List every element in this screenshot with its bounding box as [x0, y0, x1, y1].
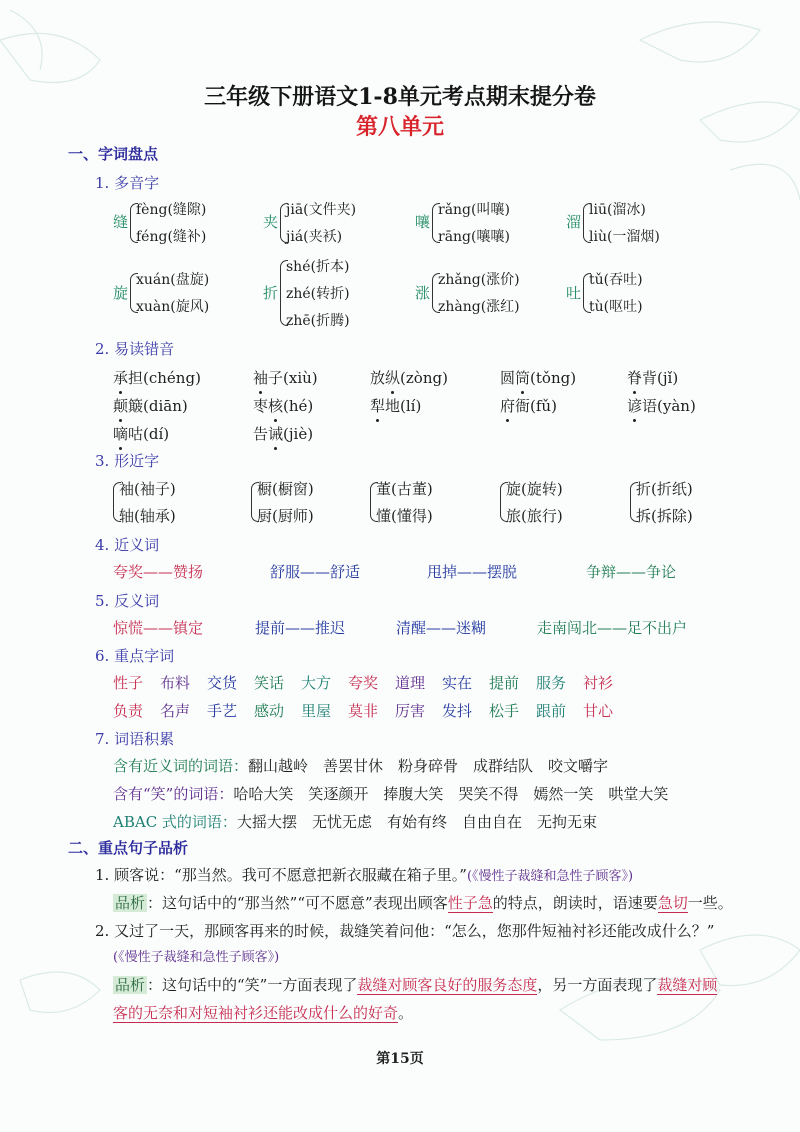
sentence-1 [95, 864, 633, 885]
polyphone-char: 旋 [113, 284, 129, 302]
similar-char: 拆(拆除) [636, 507, 693, 525]
keyword: 手艺 [207, 702, 238, 720]
similar-char: 轴(轴承) [119, 507, 176, 525]
keyword: 里屋 [301, 702, 332, 720]
polyphone-reading: xuàn(旋风) [136, 299, 210, 315]
polyphone-reading: jiā(文件夹) [286, 202, 357, 218]
antonym-pair: 走南闯北——足不出户 [537, 619, 688, 637]
analysis-2-cont [113, 1002, 413, 1023]
misread-label: 2. 易读错音 [95, 340, 175, 358]
keyword: 甘心 [583, 702, 614, 720]
keyword-label: 6. 重点字词 [95, 647, 175, 665]
analysis-text: 一些。 [687, 894, 733, 912]
analysis-text: 的特点，朗读时，语速要 [492, 894, 658, 912]
similar-char: 厨(厨师) [257, 507, 314, 525]
polyphone-reading: liù(一溜烟) [589, 229, 660, 245]
polyphone-reading: jiá(夹袄) [286, 229, 343, 245]
item-number: 1. [95, 866, 110, 884]
polyphone-reading: xuán(盘旋) [136, 272, 210, 288]
answer-text: 客的无奈和对短袖衬衫还能改成什么的好奇 [113, 1004, 399, 1022]
misread-word: 颠簸(diān) [113, 397, 188, 415]
answer-text: 性子急 [447, 894, 493, 912]
accumulate-words: 哈哈大笑 笑逐颜开 捧腹大笑 哭笑不得 嫣然一笑 哄堂大笑 [233, 785, 669, 803]
misread-word: 谚语(yàn) [627, 397, 696, 415]
keyword: 夸奖 [348, 674, 379, 692]
polyphone-char: 吐 [566, 284, 582, 302]
polyphone-char: 夹 [263, 213, 279, 231]
misread-word: 圆筒(tǒng) [500, 369, 577, 387]
synonym-pair: 争辩——争论 [586, 563, 677, 581]
keyword: 衬衫 [583, 674, 614, 692]
polyphone-char: 嚷 [415, 213, 431, 231]
antonym-pair: 清醒——迷糊 [396, 619, 487, 637]
keyword: 布料 [160, 674, 191, 692]
similar-char: 折(折纸) [636, 480, 693, 498]
section-2-title: 二、重点句子品析 [68, 839, 189, 857]
polyphone-char: 涨 [415, 284, 431, 302]
keyword: 名声 [160, 702, 191, 720]
analysis-2 [113, 974, 717, 995]
misread-word: 承担(chéng) [113, 369, 201, 387]
polyphone-reading: zhé(转折) [286, 286, 350, 302]
polyphone-label: 1. 多音字 [95, 174, 160, 192]
sentence-text: 顾客说：“那当然。我可不愿意把新衣服藏在箱子里。” [114, 866, 467, 884]
antonym-label: 5. 反义词 [95, 592, 160, 610]
polyphone-reading: zhàng(涨红) [438, 299, 520, 315]
antonym-pair: 提前——推迟 [255, 619, 346, 637]
misread-word: 枣核(hé) [253, 397, 314, 415]
polyphone-reading: tù(呕吐) [589, 299, 643, 315]
page-number: 第15页 [376, 1051, 424, 1067]
source-text: (《慢性子裁缝和急性子顾客》) [466, 869, 634, 884]
accumulate-prefix: ABAC 式的词语： [113, 813, 237, 831]
polyphone-reading: rāng(嚷嚷) [438, 229, 510, 245]
keyword: 发抖 [442, 702, 473, 720]
accumulate-words: 翻山越岭 善罢甘休 粉身碎骨 成群结队 咬文嚼字 [248, 757, 609, 775]
polyphone-char: 折 [263, 284, 279, 302]
keyword: 负责 [113, 702, 144, 720]
similar-char: 董(古董) [376, 480, 433, 498]
polyphone-reading: zhǎng(涨价) [438, 272, 520, 288]
misread-word: 放纵(zòng) [370, 369, 448, 387]
polyphone-reading: shé(折本) [286, 259, 350, 275]
polyphone-reading: zhē(折腾) [286, 313, 350, 329]
accumulate-line [113, 783, 668, 804]
analysis-tag: 品析 [115, 976, 146, 994]
accumulate-line [113, 755, 608, 776]
polyphone-char: 溜 [566, 213, 582, 231]
synonym-label: 4. 近义词 [95, 536, 160, 554]
analysis-text: ，另一方面表现了 [537, 976, 658, 994]
analysis-tag: 品析 [115, 894, 146, 912]
keyword: 莫非 [348, 702, 379, 720]
analysis-text: ：这句话中的“笑”一方面表现了 [147, 976, 358, 994]
keyword: 跟前 [536, 702, 567, 720]
similar-char: 袖(袖子) [119, 480, 176, 498]
keyword: 感动 [254, 702, 285, 720]
source-text: (《慢性子裁缝和急性子顾客》) [113, 950, 280, 965]
keyword: 笑话 [254, 674, 285, 692]
keyword: 厉害 [395, 702, 426, 720]
similar-char: 橱(橱窗) [257, 480, 314, 498]
synonym-pair: 甩掉——摆脱 [427, 563, 518, 581]
answer-text: 裁缝对顾客良好的服务态度 [357, 976, 538, 994]
accumulate-words: 大摇大摆 无忧无虑 有始有终 自由自在 无拘无束 [236, 813, 597, 831]
accumulate-label: 7. 词语积累 [95, 730, 175, 748]
keyword: 实在 [442, 674, 473, 692]
answer-text: 裁缝对顾 [657, 976, 718, 994]
analysis-1 [113, 892, 733, 913]
misread-word: 脊背(jǐ) [627, 369, 679, 387]
polyphone-reading: féng(缝补) [136, 229, 207, 245]
sentence-2 [95, 920, 714, 941]
analysis-text: ：这句话中的“那当然”“可不愿意”表现出顾客 [147, 894, 448, 912]
similar-char: 旋(旋转) [506, 480, 563, 498]
keyword: 性子 [113, 674, 144, 692]
misread-word: 嘀咕(dí) [113, 425, 170, 443]
section-1-title: 一、字词盘点 [68, 145, 159, 163]
keyword: 服务 [536, 674, 567, 692]
keyword: 提前 [489, 674, 520, 692]
keyword: 大方 [301, 674, 332, 692]
polyphone-reading: rǎng(叫嚷) [438, 202, 510, 218]
misread-word: 府衙(fǔ) [500, 397, 557, 415]
keyword: 交货 [207, 674, 238, 692]
polyphone-reading: tǔ(吞吐) [589, 272, 643, 288]
accumulate-line [113, 811, 597, 832]
sentence-text: 又过了一天，那顾客再来的时候，裁缝笑着问他：“怎么，您那件短袖衬衫还能改成什么？” [114, 922, 715, 940]
antonym-pair: 惊慌——镇定 [113, 619, 204, 637]
similar-char: 懂(懂得) [376, 507, 433, 525]
accumulate-prefix: 含有“笑”的词语： [113, 785, 234, 803]
misread-word: 告诫(jiè) [253, 425, 314, 443]
unit-title: 第八单元 [355, 114, 444, 140]
accumulate-prefix: 含有近义词的词语： [113, 757, 249, 775]
polyphone-reading: liū(溜冰) [589, 202, 646, 218]
similar-label: 3. 形近字 [95, 452, 160, 470]
misread-word: 犁地(lí) [370, 397, 422, 415]
analysis-text: 。 [398, 1004, 414, 1022]
keyword: 松手 [489, 702, 520, 720]
misread-word: 袖子(xiù) [253, 369, 318, 387]
polyphone-reading: fèng(缝隙) [136, 202, 207, 218]
synonym-pair: 夸奖——赞扬 [113, 563, 204, 581]
similar-char: 旅(旅行) [506, 507, 563, 525]
item-number: 2. [95, 922, 110, 940]
page-title: 三年级下册语文1-8单元考点期末提分卷 [204, 84, 596, 110]
answer-text: 急切 [657, 894, 688, 912]
keyword: 道理 [395, 674, 426, 692]
synonym-pair: 舒服——舒适 [270, 563, 361, 581]
polyphone-char: 缝 [113, 213, 129, 231]
